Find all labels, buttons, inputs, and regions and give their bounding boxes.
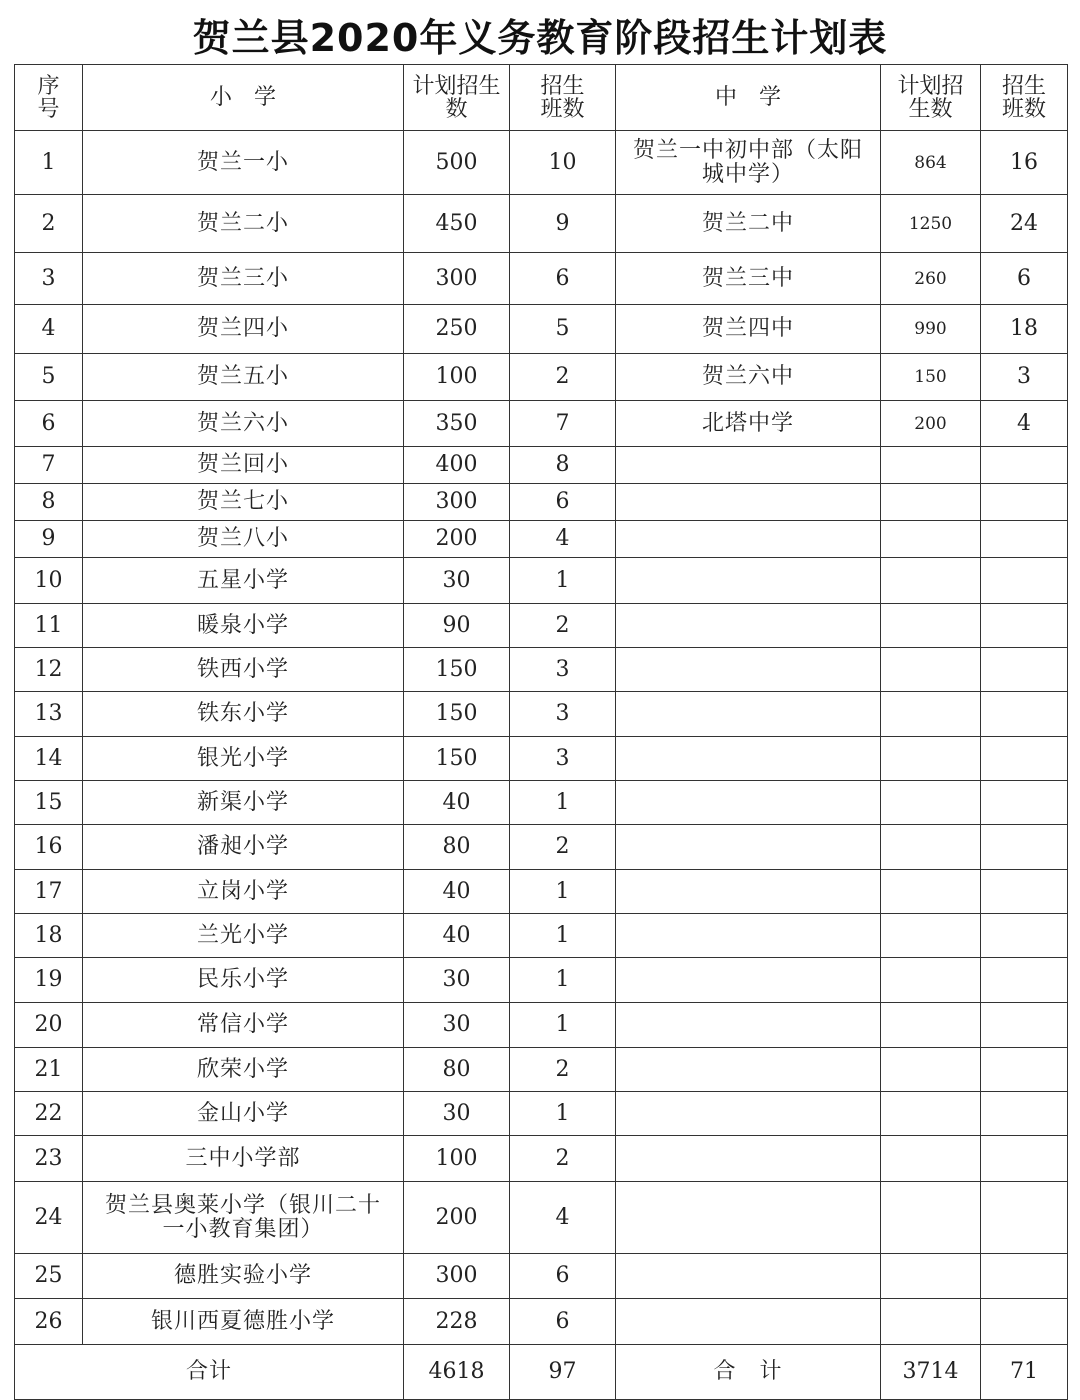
row-middle-classes <box>981 692 1068 737</box>
table-row <box>15 521 1068 558</box>
row-middle-plan <box>881 648 981 692</box>
row-middle-plan <box>881 1254 981 1299</box>
row-primary-classes: 1 <box>510 914 616 958</box>
row-primary-school: 银光小学 <box>83 737 404 781</box>
row-primary-plan: 150 <box>404 737 510 781</box>
row-middle-plan <box>881 1182 981 1254</box>
table-row <box>15 484 1068 521</box>
table-row <box>15 692 1068 737</box>
table-row <box>15 604 1068 648</box>
row-middle-plan <box>881 604 981 648</box>
row-primary-plan: 40 <box>404 914 510 958</box>
row-seq: 3 <box>15 253 83 305</box>
row-primary-classes: 2 <box>510 1136 616 1182</box>
row-middle-school: 贺兰二中 <box>616 195 881 253</box>
row-middle-plan <box>881 781 981 825</box>
row-seq: 21 <box>15 1048 83 1092</box>
row-primary-school: 贺兰一小 <box>83 131 404 195</box>
table-row <box>15 781 1068 825</box>
row-primary-school: 贺兰五小 <box>83 354 404 401</box>
row-primary-classes: 10 <box>510 131 616 195</box>
row-primary-classes: 3 <box>510 737 616 781</box>
row-primary-plan: 350 <box>404 401 510 447</box>
row-middle-school <box>616 825 881 870</box>
table-row <box>15 958 1068 1003</box>
row-middle-classes <box>981 648 1068 692</box>
row-seq: 19 <box>15 958 83 1003</box>
table-row <box>15 401 1068 447</box>
row-primary-school: 兰光小学 <box>83 914 404 958</box>
table-row <box>15 253 1068 305</box>
row-middle-classes <box>981 1136 1068 1182</box>
row-primary-classes: 1 <box>510 781 616 825</box>
row-middle-classes <box>981 914 1068 958</box>
row-primary-school: 贺兰六小 <box>83 401 404 447</box>
row-middle-classes <box>981 604 1068 648</box>
row-seq: 23 <box>15 1136 83 1182</box>
row-primary-plan: 200 <box>404 521 510 558</box>
row-middle-classes <box>981 1182 1068 1254</box>
row-primary-school: 德胜实验小学 <box>83 1254 404 1299</box>
row-middle-classes <box>981 870 1068 914</box>
row-primary-plan: 30 <box>404 1092 510 1136</box>
table-row <box>15 825 1068 870</box>
row-middle-school <box>616 781 881 825</box>
row-middle-classes <box>981 447 1068 484</box>
table-row <box>15 1003 1068 1048</box>
row-middle-plan: 990 <box>881 305 981 354</box>
row-middle-school: 北塔中学 <box>616 401 881 447</box>
row-primary-classes: 7 <box>510 401 616 447</box>
totals-primary-classes: 97 <box>510 1345 616 1400</box>
row-primary-plan: 150 <box>404 692 510 737</box>
row-primary-school: 银川西夏德胜小学 <box>83 1299 404 1345</box>
totals-row <box>15 1345 1068 1400</box>
row-primary-classes: 6 <box>510 484 616 521</box>
row-primary-plan: 300 <box>404 484 510 521</box>
table-row <box>15 1048 1068 1092</box>
row-middle-classes <box>981 1254 1068 1299</box>
row-primary-classes: 4 <box>510 1182 616 1254</box>
row-middle-classes: 18 <box>981 305 1068 354</box>
row-primary-classes: 6 <box>510 1299 616 1345</box>
table-row <box>15 1136 1068 1182</box>
table-row <box>15 305 1068 354</box>
row-middle-classes: 4 <box>981 401 1068 447</box>
row-middle-plan <box>881 958 981 1003</box>
row-primary-school: 常信小学 <box>83 1003 404 1048</box>
table-row <box>15 914 1068 958</box>
row-primary-classes: 1 <box>510 958 616 1003</box>
row-middle-plan <box>881 521 981 558</box>
row-primary-classes: 2 <box>510 825 616 870</box>
row-primary-school: 贺兰回小 <box>83 447 404 484</box>
row-middle-classes: 6 <box>981 253 1068 305</box>
row-primary-school: 新渠小学 <box>83 781 404 825</box>
header-primary: 小 学 <box>83 65 404 131</box>
totals-middle-plan: 3714 <box>881 1345 981 1400</box>
row-middle-school: 贺兰六中 <box>616 354 881 401</box>
row-middle-classes <box>981 521 1068 558</box>
row-primary-school: 金山小学 <box>83 1092 404 1136</box>
row-primary-school: 贺兰七小 <box>83 484 404 521</box>
row-middle-classes: 24 <box>981 195 1068 253</box>
table-row <box>15 1254 1068 1299</box>
row-primary-plan: 250 <box>404 305 510 354</box>
row-middle-plan: 260 <box>881 253 981 305</box>
row-primary-plan: 80 <box>404 825 510 870</box>
table-row <box>15 1092 1068 1136</box>
row-primary-classes: 1 <box>510 1003 616 1048</box>
row-primary-classes: 9 <box>510 195 616 253</box>
row-middle-school: 贺兰一中初中部（太阳城中学） <box>616 131 881 195</box>
table-row <box>15 1182 1068 1254</box>
row-primary-classes: 3 <box>510 692 616 737</box>
row-primary-classes: 6 <box>510 253 616 305</box>
row-middle-classes: 16 <box>981 131 1068 195</box>
row-middle-plan <box>881 1003 981 1048</box>
row-primary-school: 潘昶小学 <box>83 825 404 870</box>
row-middle-school <box>616 1299 881 1345</box>
row-middle-classes <box>981 825 1068 870</box>
row-primary-plan: 90 <box>404 604 510 648</box>
row-primary-school: 暖泉小学 <box>83 604 404 648</box>
row-primary-classes: 2 <box>510 354 616 401</box>
row-primary-plan: 300 <box>404 253 510 305</box>
table-row <box>15 870 1068 914</box>
row-middle-plan: 864 <box>881 131 981 195</box>
row-middle-school <box>616 1092 881 1136</box>
row-seq: 14 <box>15 737 83 781</box>
table-row <box>15 354 1068 401</box>
row-primary-classes: 6 <box>510 1254 616 1299</box>
row-primary-plan: 30 <box>404 1003 510 1048</box>
row-middle-classes: 3 <box>981 354 1068 401</box>
row-primary-classes: 1 <box>510 870 616 914</box>
row-middle-school <box>616 648 881 692</box>
row-middle-plan <box>881 870 981 914</box>
row-middle-classes <box>981 484 1068 521</box>
row-middle-plan <box>881 1048 981 1092</box>
row-primary-plan: 30 <box>404 558 510 604</box>
row-primary-classes: 1 <box>510 558 616 604</box>
row-primary-plan: 228 <box>404 1299 510 1345</box>
row-middle-school <box>616 958 881 1003</box>
row-middle-plan <box>881 825 981 870</box>
totals-middle-classes: 71 <box>981 1345 1068 1400</box>
row-middle-plan <box>881 1299 981 1345</box>
row-middle-school <box>616 914 881 958</box>
row-primary-plan: 400 <box>404 447 510 484</box>
row-seq: 26 <box>15 1299 83 1345</box>
row-primary-classes: 2 <box>510 1048 616 1092</box>
row-primary-school: 民乐小学 <box>83 958 404 1003</box>
row-primary-classes: 3 <box>510 648 616 692</box>
header-row <box>15 65 1068 131</box>
row-middle-plan <box>881 692 981 737</box>
row-primary-classes: 2 <box>510 604 616 648</box>
row-seq: 9 <box>15 521 83 558</box>
row-middle-plan <box>881 558 981 604</box>
totals-label: 合计 <box>15 1345 404 1400</box>
row-primary-plan: 200 <box>404 1182 510 1254</box>
table-row <box>15 131 1068 195</box>
row-seq: 6 <box>15 401 83 447</box>
row-seq: 25 <box>15 1254 83 1299</box>
header-primary-classes: 招生班数 <box>510 65 616 131</box>
row-primary-plan: 40 <box>404 870 510 914</box>
row-middle-classes <box>981 1003 1068 1048</box>
row-middle-school <box>616 604 881 648</box>
row-seq: 17 <box>15 870 83 914</box>
row-primary-school: 铁西小学 <box>83 648 404 692</box>
row-seq: 8 <box>15 484 83 521</box>
row-seq: 13 <box>15 692 83 737</box>
row-seq: 16 <box>15 825 83 870</box>
row-middle-plan: 150 <box>881 354 981 401</box>
row-seq: 4 <box>15 305 83 354</box>
row-seq: 11 <box>15 604 83 648</box>
row-seq: 2 <box>15 195 83 253</box>
row-middle-plan <box>881 914 981 958</box>
row-middle-school <box>616 692 881 737</box>
row-primary-school: 贺兰二小 <box>83 195 404 253</box>
row-middle-school <box>616 1136 881 1182</box>
row-middle-school: 贺兰三中 <box>616 253 881 305</box>
row-primary-school: 铁东小学 <box>83 692 404 737</box>
row-primary-school: 贺兰三小 <box>83 253 404 305</box>
row-middle-school <box>616 1048 881 1092</box>
row-primary-school: 欣荣小学 <box>83 1048 404 1092</box>
row-primary-classes: 5 <box>510 305 616 354</box>
row-middle-classes <box>981 958 1068 1003</box>
row-middle-school <box>616 737 881 781</box>
row-primary-plan: 40 <box>404 781 510 825</box>
header-middle-classes: 招生班数 <box>981 65 1068 131</box>
row-primary-school: 五星小学 <box>83 558 404 604</box>
row-seq: 12 <box>15 648 83 692</box>
row-seq: 18 <box>15 914 83 958</box>
table-row <box>15 558 1068 604</box>
row-middle-classes <box>981 737 1068 781</box>
row-middle-plan: 1250 <box>881 195 981 253</box>
page-title: 贺兰县2020年义务教育阶段招生计划表 <box>192 16 888 60</box>
row-primary-school: 立岗小学 <box>83 870 404 914</box>
row-middle-classes <box>981 558 1068 604</box>
row-middle-school <box>616 558 881 604</box>
row-middle-school <box>616 1182 881 1254</box>
row-middle-classes <box>981 1299 1068 1345</box>
table-row <box>15 195 1068 253</box>
row-seq: 24 <box>15 1182 83 1254</box>
row-primary-classes: 8 <box>510 447 616 484</box>
row-middle-plan <box>881 447 981 484</box>
row-primary-plan: 30 <box>404 958 510 1003</box>
row-middle-school <box>616 870 881 914</box>
enrollment-table <box>14 64 1068 1400</box>
row-seq: 7 <box>15 447 83 484</box>
row-seq: 10 <box>15 558 83 604</box>
row-middle-school: 贺兰四中 <box>616 305 881 354</box>
row-primary-school: 贺兰八小 <box>83 521 404 558</box>
row-primary-school: 贺兰四小 <box>83 305 404 354</box>
table-row <box>15 1299 1068 1345</box>
row-middle-plan <box>881 484 981 521</box>
row-middle-classes <box>981 1048 1068 1092</box>
row-middle-plan <box>881 1092 981 1136</box>
row-primary-plan: 450 <box>404 195 510 253</box>
row-primary-classes: 1 <box>510 1092 616 1136</box>
table-row <box>15 648 1068 692</box>
row-primary-plan: 300 <box>404 1254 510 1299</box>
row-seq: 1 <box>15 131 83 195</box>
row-primary-plan: 500 <box>404 131 510 195</box>
row-primary-school: 贺兰县奥莱小学（银川二十一小教育集团） <box>83 1182 404 1254</box>
row-primary-plan: 100 <box>404 1136 510 1182</box>
header-primary-plan: 计划招生数 <box>404 65 510 131</box>
row-seq: 20 <box>15 1003 83 1048</box>
row-primary-plan: 100 <box>404 354 510 401</box>
row-middle-school <box>616 1003 881 1048</box>
row-middle-school <box>616 447 881 484</box>
header-middle-plan: 计划招生数 <box>881 65 981 131</box>
row-seq: 22 <box>15 1092 83 1136</box>
row-middle-plan <box>881 737 981 781</box>
row-seq: 5 <box>15 354 83 401</box>
row-middle-school <box>616 484 881 521</box>
row-middle-plan <box>881 1136 981 1182</box>
row-seq: 15 <box>15 781 83 825</box>
totals-middle-label: 合 计 <box>616 1345 881 1400</box>
row-middle-school <box>616 1254 881 1299</box>
row-primary-plan: 150 <box>404 648 510 692</box>
row-middle-school <box>616 521 881 558</box>
row-middle-classes <box>981 781 1068 825</box>
row-primary-plan: 80 <box>404 1048 510 1092</box>
row-middle-plan: 200 <box>881 401 981 447</box>
row-primary-classes: 4 <box>510 521 616 558</box>
header-middle: 中 学 <box>616 65 881 131</box>
header-seq: 序号 <box>15 65 83 131</box>
row-primary-school: 三中小学部 <box>83 1136 404 1182</box>
row-middle-classes <box>981 1092 1068 1136</box>
table-row <box>15 737 1068 781</box>
totals-primary-plan: 4618 <box>404 1345 510 1400</box>
table-row <box>15 447 1068 484</box>
